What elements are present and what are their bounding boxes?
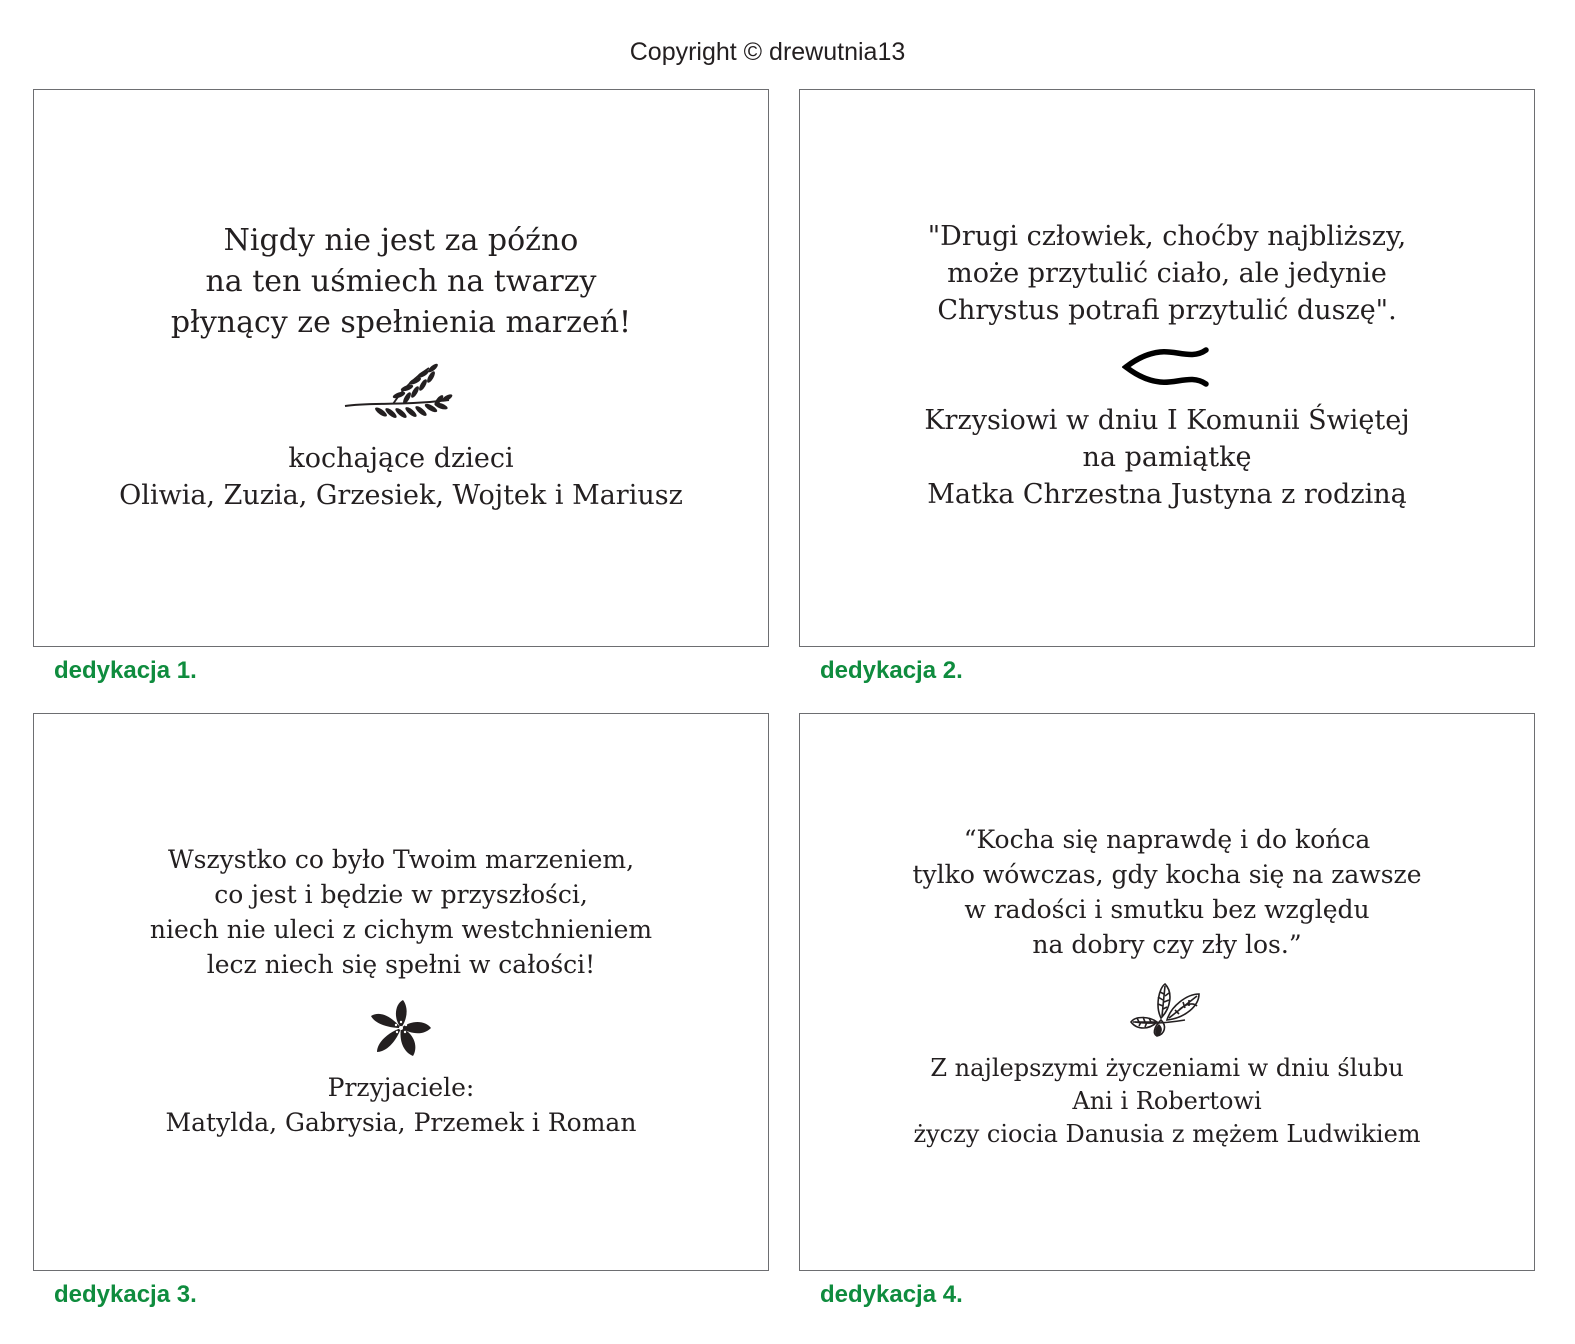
verse-line: “Kocha się naprawdę i do końca — [963, 825, 1371, 854]
signature-line: Oliwia, Zuzia, Grzesiek, Wojtek i Mariusz — [119, 480, 683, 511]
signature-line: kochające dzieci — [288, 443, 514, 474]
card-caption-2: dedykacja 2. — [820, 657, 963, 684]
verse-line: na ten uśmiech na twarzy — [205, 264, 597, 299]
dedication-verse — [800, 218, 1534, 329]
verse-line: na dobry czy zły los.” — [1032, 930, 1302, 959]
verse-line: w radości i smutku bez względu — [964, 895, 1370, 924]
dedication-card-2 — [799, 89, 1535, 647]
verse-line: niech nie uleci z cichym westchnieniem — [149, 915, 653, 944]
dedication-card-1 — [33, 89, 769, 647]
signature-line: Matka Chrzestna Justyna z rodziną — [927, 479, 1407, 510]
copyright-notice: Copyright © drewutnia13 — [629, 38, 906, 66]
verse-line: lecz niech się spełni w całości! — [206, 950, 596, 979]
signature-line: na pamiątkę — [1082, 442, 1252, 473]
dedication-signature — [800, 402, 1534, 513]
dedication-signature — [34, 440, 768, 514]
verse-line: Chrystus potrafi przytulić duszę". — [937, 295, 1397, 326]
flower-icon — [34, 998, 768, 1060]
verse-line: płynący ze spełnienia marzeń! — [170, 305, 632, 340]
leaves-sprig-icon — [800, 980, 1534, 1038]
dedication-card-3 — [33, 713, 769, 1271]
verse-line: Nigdy nie jest za późno — [223, 223, 579, 258]
verse-line: Wszystko co było Twoim marzeniem, — [167, 845, 635, 874]
signature-line: Przyjaciele: — [327, 1073, 475, 1102]
dedication-signature — [800, 1052, 1534, 1151]
signature-line: Z najlepszymi życzeniami w dniu ślubu — [930, 1054, 1404, 1082]
verse-line: co jest i będzie w przyszłości, — [214, 880, 588, 909]
dedication-card-4 — [799, 713, 1535, 1271]
signature-line: życzy ciocia Danusia z mężem Ludwikiem — [913, 1120, 1421, 1148]
ichthys-fish-icon — [800, 346, 1534, 388]
dedication-verse — [34, 220, 768, 343]
signature-line: Krzysiowi w dniu I Komunii Świętej — [924, 405, 1410, 436]
leafy-branch-icon — [34, 362, 768, 424]
card-caption-4: dedykacja 4. — [820, 1281, 963, 1308]
signature-line: Ani i Robertowi — [1072, 1087, 1262, 1115]
verse-line: tylko wówczas, gdy kocha się na zawsze — [912, 860, 1422, 889]
card-caption-3: dedykacja 3. — [54, 1281, 197, 1308]
card-caption-1: dedykacja 1. — [54, 657, 197, 684]
signature-line: Matylda, Gabrysia, Przemek i Roman — [165, 1108, 637, 1137]
verse-line: "Drugi człowiek, choćby najbliższy, — [927, 221, 1407, 252]
dedication-verse — [800, 822, 1534, 962]
verse-line: może przytulić ciało, ale jedynie — [947, 258, 1387, 289]
dedication-signature — [34, 1070, 768, 1140]
dedication-verse — [34, 842, 768, 982]
